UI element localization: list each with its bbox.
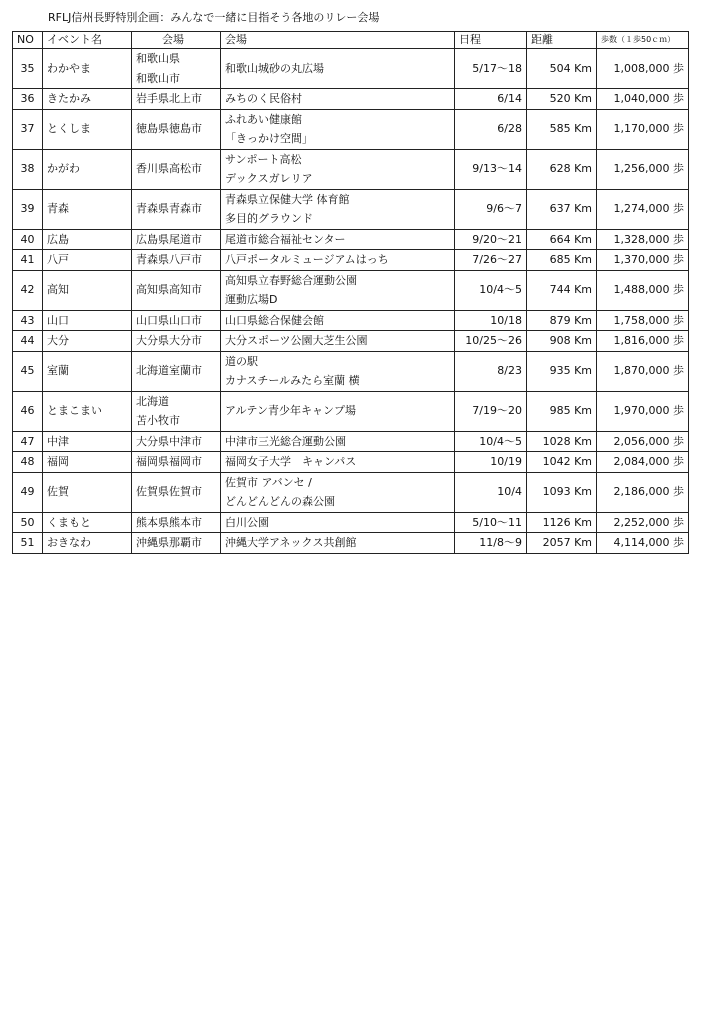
cell-distance: 520 Km	[527, 89, 597, 110]
cell-venue-line: 八戸ポータルミュージアムはっち	[225, 253, 389, 266]
cell-steps: 1,274,000 歩	[597, 189, 689, 229]
cell-event-name: 中津	[43, 431, 132, 452]
cell-venue	[221, 533, 455, 554]
cell-steps: 1,008,000 歩	[597, 49, 689, 89]
cell-date: 6/14	[455, 89, 527, 110]
cell-venue	[221, 452, 455, 473]
cell-event-name: 高知	[43, 270, 132, 310]
cell-venue	[221, 109, 455, 149]
cell-distance: 637 Km	[527, 189, 597, 229]
cell-venue	[221, 431, 455, 452]
cell-place-line: 大分県中津市	[136, 434, 202, 448]
cell-venue	[221, 49, 455, 89]
cell-no: 45	[13, 351, 43, 391]
cell-steps: 1,758,000 歩	[597, 310, 689, 331]
cell-place	[132, 431, 221, 452]
cell-venue-line: サンポート高松	[225, 152, 302, 166]
cell-date: 10/25〜26	[455, 331, 527, 352]
cell-no: 37	[13, 109, 43, 149]
cell-place	[132, 533, 221, 554]
table-row	[13, 391, 689, 431]
table-row	[13, 109, 689, 149]
cell-place-line: 山口県山口市	[136, 313, 202, 327]
cell-distance: 985 Km	[527, 391, 597, 431]
cell-steps: 1,816,000 歩	[597, 331, 689, 352]
cell-place-line: 和歌山県	[136, 52, 180, 65]
cell-event-name: わかやま	[43, 49, 132, 89]
table-row	[13, 270, 689, 310]
cell-date: 10/18	[455, 310, 527, 331]
cell-distance: 585 Km	[527, 109, 597, 149]
cell-no: 44	[13, 331, 43, 352]
cell-distance: 1093 Km	[527, 472, 597, 512]
cell-place	[132, 109, 221, 149]
cell-venue-line: 白川公園	[225, 515, 269, 529]
cell-no: 48	[13, 452, 43, 473]
table-row	[13, 472, 689, 512]
cell-no: 38	[13, 149, 43, 189]
header-steps: 歩数（１歩50ｃｍ）	[597, 32, 689, 49]
table-row	[13, 250, 689, 271]
table-row	[13, 149, 689, 189]
cell-place	[132, 250, 221, 271]
cell-date: 10/4〜5	[455, 431, 527, 452]
cell-place	[132, 391, 221, 431]
cell-venue	[221, 149, 455, 189]
table-header-row	[13, 32, 689, 49]
cell-event-name: 青森	[43, 189, 132, 229]
cell-distance: 935 Km	[527, 351, 597, 391]
cell-distance: 664 Km	[527, 229, 597, 250]
cell-place-line: 佐賀県佐賀市	[136, 485, 202, 499]
cell-venue-line: 運動広場D	[225, 293, 278, 306]
cell-place	[132, 452, 221, 473]
cell-venue-line: デックスガレリア	[225, 172, 313, 185]
cell-place-line: 岩手県北上市	[136, 92, 202, 105]
cell-place-line: 和歌山市	[136, 71, 180, 85]
cell-event-name: くまもと	[43, 512, 132, 533]
cell-venue	[221, 331, 455, 352]
cell-distance: 1126 Km	[527, 512, 597, 533]
cell-steps: 2,084,000 歩	[597, 452, 689, 473]
header-no: NO	[13, 32, 43, 49]
cell-steps: 2,252,000 歩	[597, 512, 689, 533]
cell-distance: 744 Km	[527, 270, 597, 310]
cell-place-line: 徳島県徳島市	[136, 122, 202, 136]
cell-venue-line: 高知県立春野総合運動公園	[225, 273, 357, 287]
cell-place-line: 苫小牧市	[136, 414, 180, 427]
cell-no: 47	[13, 431, 43, 452]
cell-no: 43	[13, 310, 43, 331]
cell-distance: 504 Km	[527, 49, 597, 89]
cell-event-name: とまこまい	[43, 391, 132, 431]
cell-no: 35	[13, 49, 43, 89]
cell-place	[132, 331, 221, 352]
cell-steps: 1,170,000 歩	[597, 109, 689, 149]
cell-venue	[221, 351, 455, 391]
cell-venue	[221, 391, 455, 431]
cell-place	[132, 472, 221, 512]
cell-place-line: 広島県尾道市	[136, 232, 202, 246]
cell-date: 10/19	[455, 452, 527, 473]
cell-venue	[221, 310, 455, 331]
cell-date: 10/4〜5	[455, 270, 527, 310]
cell-no: 40	[13, 229, 43, 250]
cell-date: 7/26〜27	[455, 250, 527, 271]
cell-venue-line: カナスチールみたら室蘭 横	[225, 374, 360, 387]
header-event: イベント名	[43, 32, 132, 49]
cell-steps: 2,056,000 歩	[597, 431, 689, 452]
cell-venue-line: みちのく民俗村	[225, 92, 302, 105]
cell-venue	[221, 89, 455, 110]
cell-date: 10/4	[455, 472, 527, 512]
cell-venue-line: 佐賀市 アバンセ /	[225, 475, 312, 489]
cell-event-name: 広島	[43, 229, 132, 250]
table-row	[13, 229, 689, 250]
cell-venue-line: 多目的グラウンド	[225, 212, 313, 225]
cell-place	[132, 310, 221, 331]
cell-steps: 1,256,000 歩	[597, 149, 689, 189]
cell-event-name: とくしま	[43, 109, 132, 149]
cell-place	[132, 351, 221, 391]
table-row	[13, 310, 689, 331]
table-row	[13, 431, 689, 452]
cell-place-line: 青森県青森市	[136, 202, 202, 216]
cell-steps: 1,488,000 歩	[597, 270, 689, 310]
cell-venue-line: 中津市三光総合運動公園	[225, 434, 346, 448]
cell-date: 5/17〜18	[455, 49, 527, 89]
cell-place	[132, 229, 221, 250]
cell-venue-line: 尾道市総合福祉センター	[225, 232, 346, 246]
cell-venue-line: 「きっかけ空間」	[225, 132, 313, 145]
table-body	[13, 49, 689, 554]
cell-distance: 2057 Km	[527, 533, 597, 554]
cell-date: 9/13〜14	[455, 149, 527, 189]
cell-event-name: おきなわ	[43, 533, 132, 554]
cell-venue	[221, 229, 455, 250]
cell-place-line: 香川県高松市	[136, 162, 202, 176]
cell-no: 51	[13, 533, 43, 554]
cell-venue-line: ふれあい健康館	[225, 112, 302, 126]
cell-place-line: 沖縄県那覇市	[136, 536, 202, 549]
cell-place	[132, 270, 221, 310]
table-row	[13, 331, 689, 352]
cell-place-line: 高知県高知市	[136, 283, 202, 297]
cell-no: 36	[13, 89, 43, 110]
cell-steps: 1,328,000 歩	[597, 229, 689, 250]
cell-venue	[221, 472, 455, 512]
table-row	[13, 452, 689, 473]
cell-date: 5/10〜11	[455, 512, 527, 533]
cell-no: 39	[13, 189, 43, 229]
cell-event-name: 佐賀	[43, 472, 132, 512]
document-title: RFLJ信州長野特別企画：みんなで一緒に目指そう各地のリレー会場	[48, 11, 380, 24]
relay-venue-table	[12, 31, 689, 554]
cell-venue-line: 沖縄大学アネックス共創館	[225, 536, 357, 549]
cell-place-line: 北海道室蘭市	[136, 364, 202, 378]
cell-venue-line: 山口県総合保健会館	[225, 313, 324, 327]
table-row	[13, 512, 689, 533]
cell-distance: 1028 Km	[527, 431, 597, 452]
cell-venue-line: 和歌山城砂の丸広場	[225, 61, 324, 75]
cell-venue-line: 青森県立保健大学 体育館	[225, 192, 350, 206]
cell-steps: 2,186,000 歩	[597, 472, 689, 512]
cell-place-line: 熊本県熊本市	[136, 515, 202, 529]
cell-place-line: 大分県大分市	[136, 334, 202, 347]
header-distance: 距離	[527, 32, 597, 49]
cell-steps: 1,870,000 歩	[597, 351, 689, 391]
cell-date: 6/28	[455, 109, 527, 149]
cell-place-line: 福岡県福岡市	[136, 455, 202, 468]
cell-no: 49	[13, 472, 43, 512]
cell-no: 50	[13, 512, 43, 533]
table-row	[13, 49, 689, 89]
table-row	[13, 351, 689, 391]
cell-steps: 1,370,000 歩	[597, 250, 689, 271]
cell-venue-line: 道の駅	[225, 354, 258, 368]
cell-place	[132, 49, 221, 89]
table-row	[13, 533, 689, 554]
cell-date: 9/6〜7	[455, 189, 527, 229]
cell-no: 46	[13, 391, 43, 431]
cell-date: 8/23	[455, 351, 527, 391]
cell-no: 41	[13, 250, 43, 271]
cell-place-line: 北海道	[136, 394, 169, 408]
cell-venue	[221, 270, 455, 310]
cell-event-name: 大分	[43, 331, 132, 352]
cell-distance: 685 Km	[527, 250, 597, 271]
cell-event-name: きたかみ	[43, 89, 132, 110]
cell-event-name: 山口	[43, 310, 132, 331]
cell-venue-line: 大分スポーツ公園大芝生公園	[225, 334, 368, 347]
cell-place-line: 青森県八戸市	[136, 253, 202, 266]
cell-place	[132, 149, 221, 189]
cell-venue	[221, 189, 455, 229]
cell-event-name: 八戸	[43, 250, 132, 271]
cell-place	[132, 89, 221, 110]
cell-steps: 1,040,000 歩	[597, 89, 689, 110]
cell-steps: 4,114,000 歩	[597, 533, 689, 554]
cell-distance: 879 Km	[527, 310, 597, 331]
cell-distance: 1042 Km	[527, 452, 597, 473]
cell-place	[132, 189, 221, 229]
cell-date: 7/19〜20	[455, 391, 527, 431]
cell-venue-line: アルテン青少年キャンプ場	[225, 404, 357, 418]
cell-venue	[221, 250, 455, 271]
header-place: 会場	[132, 32, 221, 49]
cell-event-name: かがわ	[43, 149, 132, 189]
header-venue: 会場	[221, 32, 455, 49]
cell-date: 11/8〜9	[455, 533, 527, 554]
cell-distance: 628 Km	[527, 149, 597, 189]
cell-distance: 908 Km	[527, 331, 597, 352]
cell-event-name: 室蘭	[43, 351, 132, 391]
cell-date: 9/20〜21	[455, 229, 527, 250]
table-row	[13, 89, 689, 110]
cell-venue	[221, 512, 455, 533]
cell-event-name: 福岡	[43, 452, 132, 473]
cell-no: 42	[13, 270, 43, 310]
cell-venue-line: どんどんどんの森公園	[225, 495, 335, 508]
cell-steps: 1,970,000 歩	[597, 391, 689, 431]
cell-place	[132, 512, 221, 533]
header-date: 日程	[455, 32, 527, 49]
cell-venue-line: 福岡女子大学 キャンパス	[225, 455, 357, 468]
table-row	[13, 189, 689, 229]
